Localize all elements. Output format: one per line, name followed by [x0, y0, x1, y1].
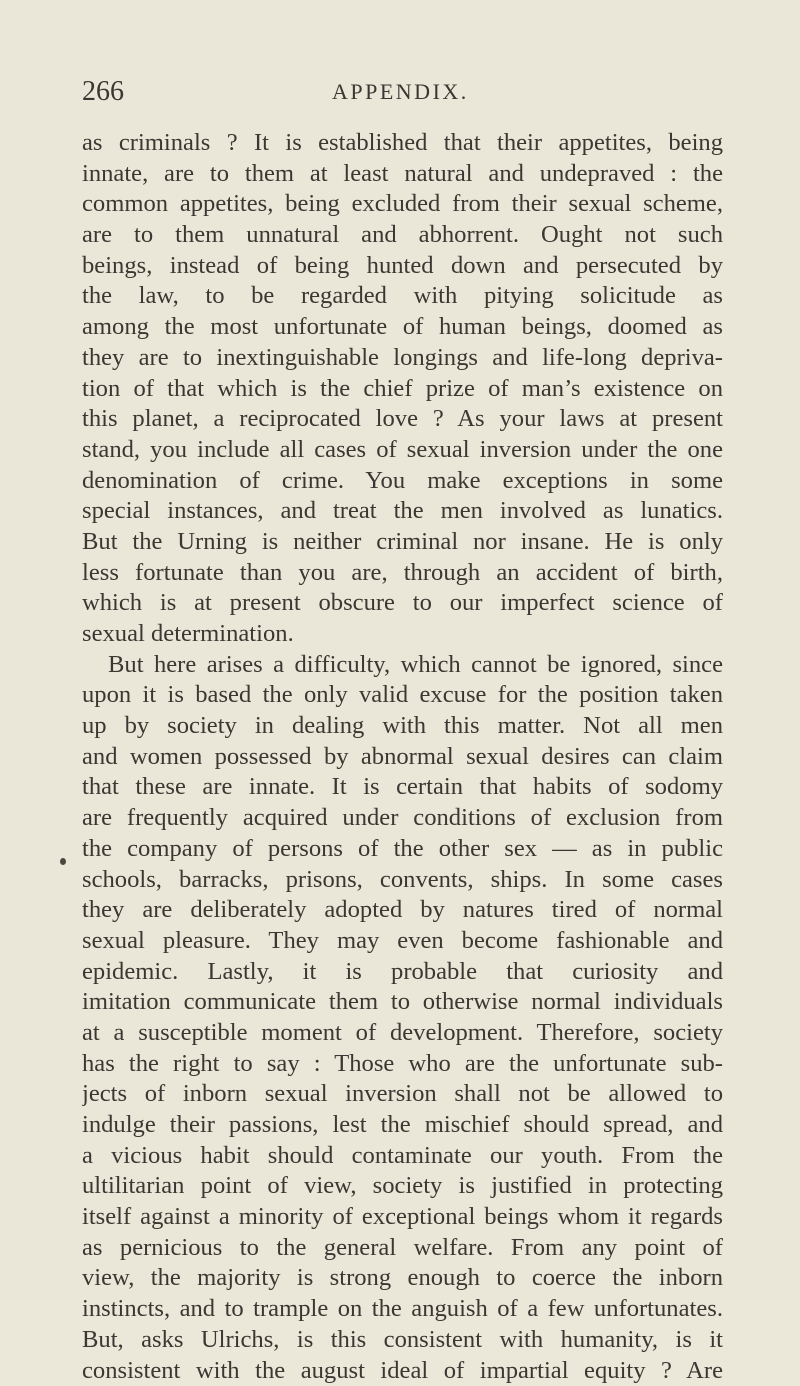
- text-line: beings, instead of being hunted down and persecuted by: [82, 251, 723, 282]
- text-line: special instances, and treat the men involved as lunatics.: [82, 496, 723, 527]
- text-line: which is at present obscure to our imperfect science of: [82, 588, 723, 619]
- text-line: they are deliberately adopted by natures tired of normal: [82, 895, 723, 926]
- text-line: has the right to say : Those who are the unfortunate sub-: [82, 1049, 723, 1080]
- ink-spot: [60, 858, 66, 865]
- text-line: itself against a minority of exceptional beings whom it regards: [82, 1202, 723, 1233]
- text-line: up by society in dealing with this matter. Not all men: [82, 711, 723, 742]
- text-line: this planet, a reciprocated love ? As your laws at present: [82, 404, 723, 435]
- text-line: But, asks Ulrichs, is this consistent with humanity, is it: [82, 1325, 723, 1356]
- section-title: APPENDIX.: [332, 74, 469, 110]
- text-line: sexual pleasure. They may even become fashionable and: [82, 926, 723, 957]
- text-line: among the most unfortunate of human beings, doomed as: [82, 312, 723, 343]
- text-line: consistent with the august ideal of impartial equity ? Are: [82, 1356, 723, 1386]
- text-line: imitation communicate them to otherwise normal individuals: [82, 987, 723, 1018]
- text-line: less fortunate than you are, through an accident of birth,: [82, 558, 723, 589]
- text-line: as pernicious to the general welfare. From any point of: [82, 1233, 723, 1264]
- paragraph-last-line: sexual determination.: [82, 619, 723, 650]
- text-line: indulge their passions, lest the mischief should spread, and: [82, 1110, 723, 1141]
- text-line: they are to inextinguishable longings and life-long depriva-: [82, 343, 723, 374]
- text-line: and women possessed by abnormal sexual desires can claim: [82, 742, 723, 773]
- text-line: instincts, and to trample on the anguish of a few unfortunates.: [82, 1294, 723, 1325]
- paragraph-first-line: But here arises a difficulty, which cannot be ignored, since: [82, 650, 723, 681]
- body-text: [82, 128, 723, 1386]
- text-line: upon it is based the only valid excuse for the position taken: [82, 680, 723, 711]
- text-line: a vicious habit should contaminate our youth. From the: [82, 1141, 723, 1172]
- text-line: schools, barracks, prisons, convents, ships. In some cases: [82, 865, 723, 896]
- text-line: at a susceptible moment of development. Therefore, society: [82, 1018, 723, 1049]
- text-line: tion of that which is the chief prize of man’s existence on: [82, 374, 723, 405]
- text-line: view, the majority is strong enough to coerce the inborn: [82, 1263, 723, 1294]
- text-line: common appetites, being excluded from their sexual scheme,: [82, 189, 723, 220]
- text-line: are frequently acquired under conditions of exclusion from: [82, 803, 723, 834]
- page-number: 266: [82, 74, 124, 110]
- text-line: are to them unnatural and abhorrent. Ought not such: [82, 220, 723, 251]
- text-line: ultilitarian point of view, society is justified in protecting: [82, 1171, 723, 1202]
- text-line: that these are innate. It is certain that habits of sodomy: [82, 772, 723, 803]
- text-line: innate, are to them at least natural and undepraved : the: [82, 159, 723, 190]
- text-line: as criminals ? It is established that their appetites, being: [82, 128, 723, 159]
- text-line: the company of persons of the other sex — as in public: [82, 834, 723, 865]
- running-head: [82, 74, 722, 110]
- text-line: But the Urning is neither criminal nor insane. He is only: [82, 527, 723, 558]
- text-line: stand, you include all cases of sexual inversion under the one: [82, 435, 723, 466]
- text-line: jects of inborn sexual inversion shall not be allowed to: [82, 1079, 723, 1110]
- text-line: epidemic. Lastly, it is probable that curiosity and: [82, 957, 723, 988]
- text-line: denomination of crime. You make exceptions in some: [82, 466, 723, 497]
- text-line: the law, to be regarded with pitying solicitude as: [82, 281, 723, 312]
